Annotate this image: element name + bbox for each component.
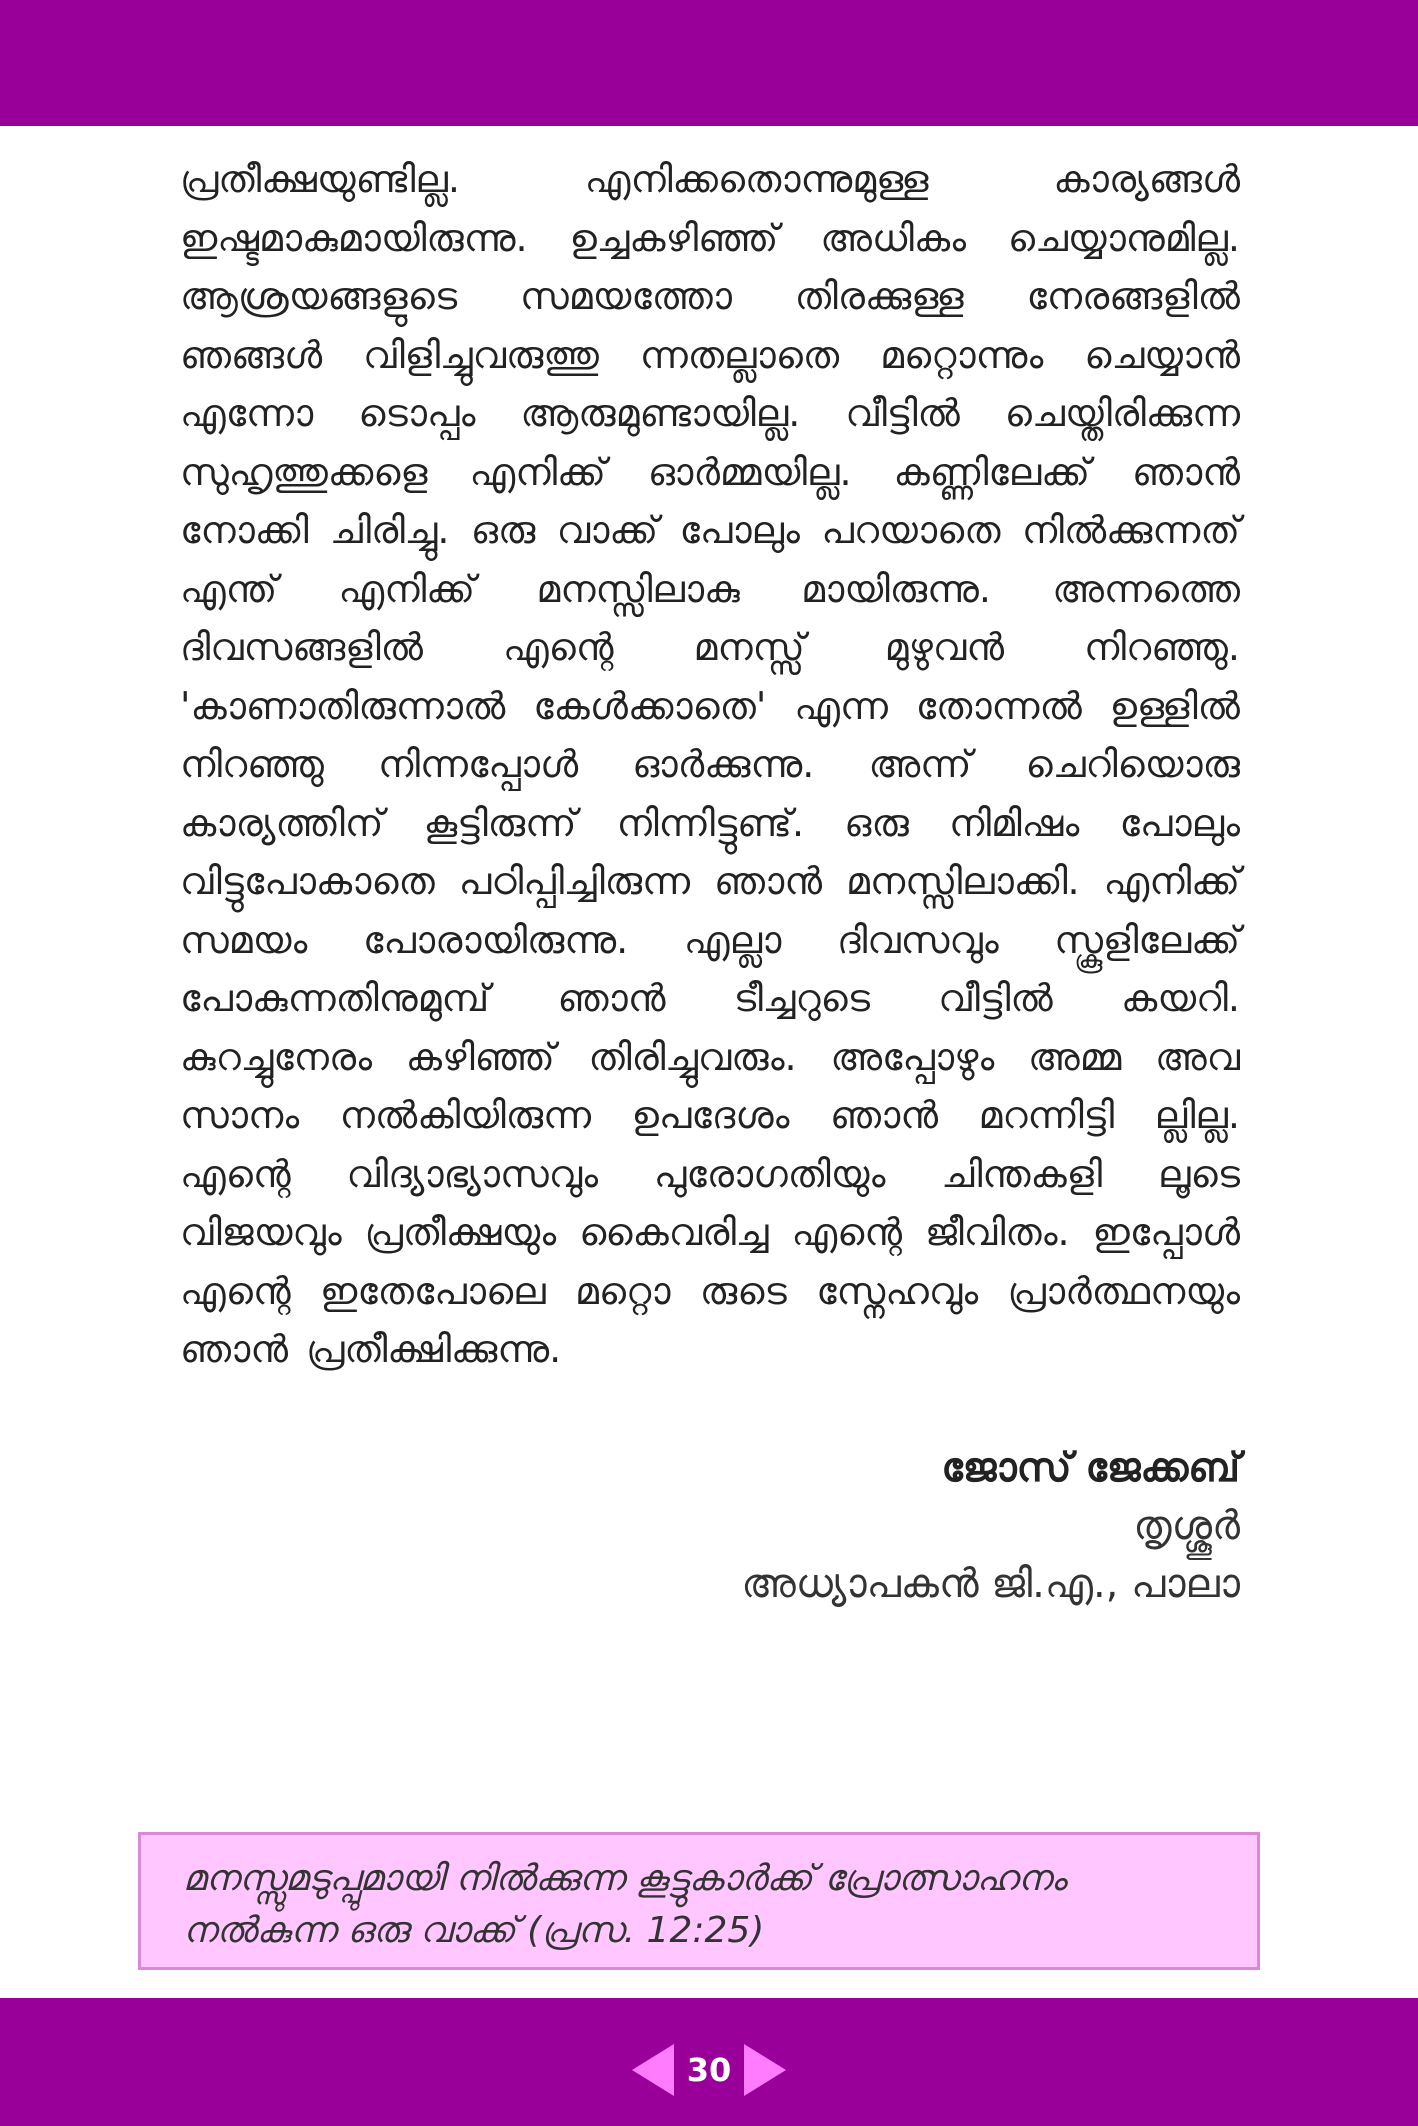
page-navigation [0, 2040, 1418, 2100]
page-number: 30 [686, 2051, 732, 2089]
author-name: ജോസ് ജേക്കബ് [941, 1444, 1240, 1491]
author-location: തൃശ്ശൂർ [1133, 1502, 1240, 1549]
next-page-icon[interactable] [744, 2044, 786, 2096]
signature-block [180, 1439, 1240, 1613]
header-band [0, 0, 1418, 126]
article-body [180, 150, 1240, 1613]
author-affiliation: അധ്യാപകൻ ജി.എ., പാലാ [741, 1560, 1240, 1607]
quote-box: മനസ്സുമടുപ്പുമായി നിൽക്കുന്ന കൂട്ടുകാർക്ക് പ്രോത്സാഹനം നൽകുന്ന ഒരു വാക്ക് (പ്രസ. 12:25) [138, 1832, 1260, 1970]
article-paragraph: പ്രതീക്ഷയുണ്ടില്ല. എനിക്കതൊന്നുമുള്ള കാര്യങ്ങൾ ഇഷ്ടമാകുമായിരുന്നു. ഉച്ചകഴിഞ്ഞ് അധികം ചെയ്യാനുമില്ല. ആശ്രയങ്ങളുടെ സമയത്തോ തിരക്കുള്ള നേരങ്ങളിൽ ഞങ്ങൾ വിളിച്ചുവരുത്തു ന്നതല്ലാതെ മറ്റൊന്നും ചെയ്യാൻ എന്നോ ടൊപ്പം ആരുമുണ്ടായില്ല. വീട്ടിൽ ചെയ്തിരിക്കുന്ന സുഹൃത്തുക്കളെ എനിക്ക് ഓർമ്മയില്ല. കണ്ണിലേക്ക് ഞാൻ നോക്കി ചിരിച്ചു. ഒരു വാക്ക് പോലും പറയാതെ നിൽക്കുന്നത് എന്ത് എനിക്ക് മനസ്സിലാകു മായിരുന്നു. അന്നത്തെ ദിവസങ്ങളിൽ എന്റെ മനസ്സ് മുഴുവൻ നിറഞ്ഞു. 'കാണാതിരുന്നാൽ കേൾക്കാതെ' എന്ന തോന്നൽ ഉള്ളിൽ നിറഞ്ഞു നിന്നപ്പോൾ ഓർക്കുന്നു. അന്ന് ചെറിയൊരു കാര്യത്തിന് കൂട്ടിരുന്ന് നിന്നിട്ടുണ്ട്. ഒരു നിമിഷം പോലും വിട്ടുപോകാതെ പഠിപ്പിച്ചിരുന്ന ഞാൻ മനസ്സിലാക്കി. എനിക്ക് സമയം പോരായിരുന്നു. എല്ലാ ദിവസവും സ്കൂളിലേക്ക് പോകുന്നതിനുമുമ്പ് ഞാൻ ടീച്ചറുടെ വീട്ടിൽ കയറി. കുറച്ചുനേരം കഴിഞ്ഞ് തിരിച്ചുവരും. അപ്പോഴും അമ്മ അവ സാനം നൽകിയിരുന്ന ഉപദേശം ഞാൻ മറന്നിട്ടി ല്ലില്ല. എന്റെ വിദ്യാഭ്യാസവും പുരോഗതിയും ചിന്തകളി ലൂടെ വിജയവും പ്രതീക്ഷയും കൈവരിച്ച എന്റെ ജീവിതം. ഇപ്പോൾ എന്റെ ഇതേപോലെ മറ്റൊ രുടെ സ്നേഹവും പ്രാർത്ഥനയും ഞാൻ പ്രതീക്ഷിക്കുന്നു. [180, 157, 1240, 1371]
previous-page-icon[interactable] [632, 2044, 674, 2096]
